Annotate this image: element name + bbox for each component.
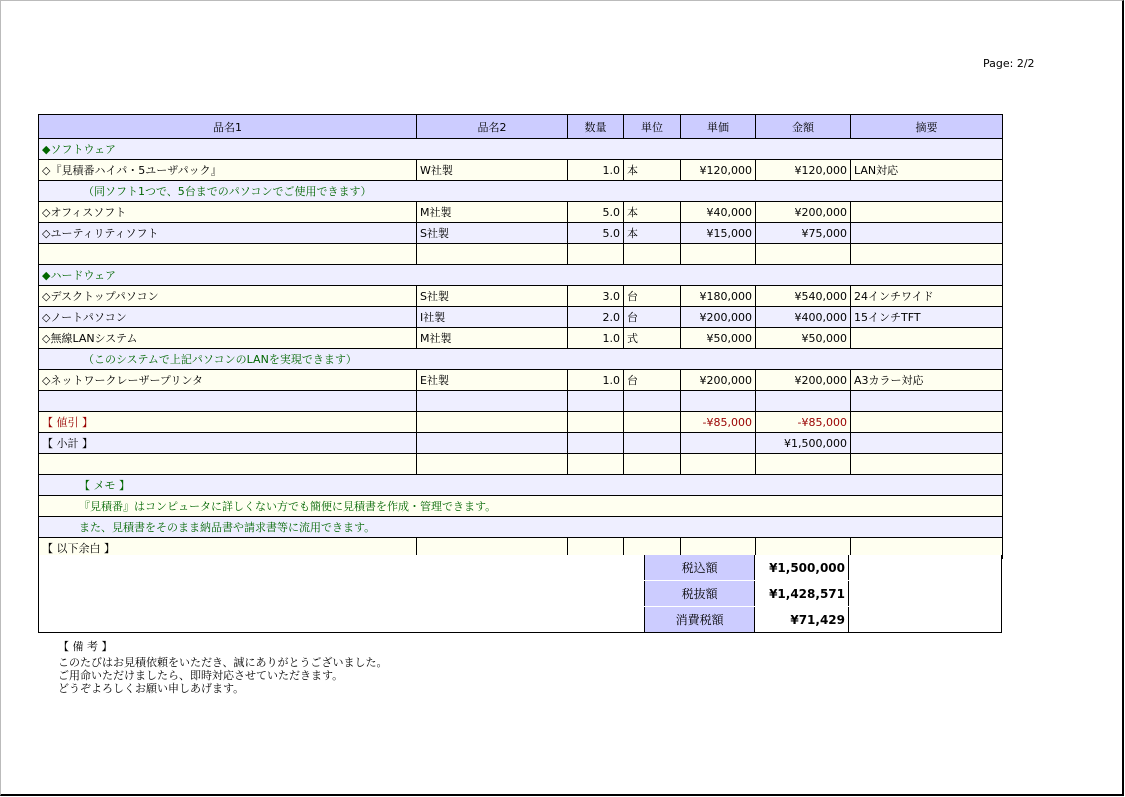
- item-name2: W社製: [417, 160, 568, 181]
- blank-cell: [681, 391, 756, 412]
- blank-row: [39, 244, 1003, 265]
- comment-label: （このシステムで上記パソコンのLANを実現できます）: [39, 349, 1003, 370]
- item-quantity: 2.0: [568, 307, 624, 328]
- comment-row: [39, 349, 1003, 370]
- totals-box: [38, 555, 1002, 633]
- item-name1: ◇ユーティリティソフト: [39, 223, 417, 244]
- table-row: [39, 433, 1003, 454]
- item-unit-price: ¥40,000: [681, 202, 756, 223]
- section-row: [39, 139, 1003, 160]
- blank-row: [39, 391, 1003, 412]
- item-name2: E社製: [417, 370, 568, 391]
- estimate-table: [38, 114, 1003, 559]
- item-note: 15インチTFT: [851, 307, 1003, 328]
- blank-cell: [851, 454, 1003, 475]
- table-row: [39, 160, 1003, 181]
- remarks: [43, 640, 388, 695]
- table-row: [39, 412, 1003, 433]
- blank-cell: [417, 391, 568, 412]
- blank-cell: [851, 244, 1003, 265]
- total-value: ¥71,429: [755, 607, 849, 632]
- item-quantity: 3.0: [568, 286, 624, 307]
- item-quantity: [568, 433, 624, 454]
- item-name2: S社製: [417, 286, 568, 307]
- item-unit: [624, 433, 681, 454]
- table-row: [39, 223, 1003, 244]
- item-unit-price: ¥120,000: [681, 160, 756, 181]
- blank-cell: [681, 454, 756, 475]
- item-name1: ◇『見積番ハイパ・5ユーザパック』: [39, 160, 417, 181]
- blank-cell: [39, 244, 417, 265]
- remarks-line: このたびはお見積依頼をいただき、誠にありがとうございました。: [58, 656, 388, 669]
- table-header-row: [39, 115, 1003, 139]
- item-name2: [417, 412, 568, 433]
- item-name1: ◇デスクトップパソコン: [39, 286, 417, 307]
- remarks-line: どうぞよろしくお願い申しあげます。: [58, 682, 245, 695]
- item-amount: -¥85,000: [756, 412, 851, 433]
- blank-cell: [681, 244, 756, 265]
- item-name1: 【 以下余白 】: [39, 538, 417, 559]
- total-label: 消費税額: [644, 607, 755, 632]
- blank-cell: [851, 391, 1003, 412]
- item-unit: 台: [624, 286, 681, 307]
- remarks-line: ご用命いただけましたら、即時対応させていただきます。: [58, 669, 344, 682]
- header-cell: 品名2: [417, 115, 568, 139]
- item-note: A3カラー対応: [851, 370, 1003, 391]
- blank-cell: [624, 391, 681, 412]
- blank-cell: [39, 391, 417, 412]
- section-label: ◆ハードウェア: [39, 265, 1003, 286]
- item-unit: 本: [624, 202, 681, 223]
- item-note: LAN対応: [851, 160, 1003, 181]
- item-amount: ¥75,000: [756, 223, 851, 244]
- item-amount: ¥200,000: [756, 370, 851, 391]
- item-unit-price: ¥50,000: [681, 328, 756, 349]
- item-amount: ¥400,000: [756, 307, 851, 328]
- total-row-tax-included: [644, 555, 849, 580]
- item-name1: ◇ノートパソコン: [39, 307, 417, 328]
- item-quantity: 1.0: [568, 160, 624, 181]
- blank-cell: [568, 244, 624, 265]
- total-value: ¥1,500,000: [755, 555, 849, 580]
- item-name1: ◇無線LANシステム: [39, 328, 417, 349]
- blank-cell: [568, 454, 624, 475]
- item-quantity: 1.0: [568, 328, 624, 349]
- item-name1: ◇オフィスソフト: [39, 202, 417, 223]
- item-amount: ¥120,000: [756, 160, 851, 181]
- item-note: [851, 433, 1003, 454]
- item-unit-price: ¥200,000: [681, 370, 756, 391]
- memo-label: また、見積書をそのまま納品書や請求書等に流用できます。: [39, 517, 1003, 538]
- item-name1: ◇ネットワークレーザープリンタ: [39, 370, 417, 391]
- item-name2: M社製: [417, 328, 568, 349]
- item-unit-price: [681, 433, 756, 454]
- blank-cell: [756, 391, 851, 412]
- item-note: [851, 223, 1003, 244]
- total-row-consumption-tax: [644, 607, 849, 632]
- blank-row: [39, 454, 1003, 475]
- memo-label: 【 メモ 】: [39, 475, 1003, 496]
- header-cell: 数量: [568, 115, 624, 139]
- item-amount: ¥540,000: [756, 286, 851, 307]
- table-row: [39, 286, 1003, 307]
- item-unit: 式: [624, 328, 681, 349]
- remarks-title: 【 備 考 】: [58, 640, 113, 653]
- comment-label: （同ソフト1つで、5台までのパソコンでご使用できます）: [39, 181, 1003, 202]
- item-amount: ¥200,000: [756, 202, 851, 223]
- header-cell: 金額: [756, 115, 851, 139]
- item-unit-price: ¥15,000: [681, 223, 756, 244]
- total-value: ¥1,428,571: [755, 581, 849, 606]
- item-unit: 台: [624, 370, 681, 391]
- item-name2: [417, 433, 568, 454]
- table-row: [39, 370, 1003, 391]
- item-note: [851, 412, 1003, 433]
- header-cell: 摘要: [851, 115, 1003, 139]
- item-name2: M社製: [417, 202, 568, 223]
- blank-cell: [756, 244, 851, 265]
- item-note: [851, 202, 1003, 223]
- item-name2: I社製: [417, 307, 568, 328]
- item-unit-price: ¥180,000: [681, 286, 756, 307]
- total-label: 税抜額: [644, 581, 755, 606]
- item-unit: 本: [624, 160, 681, 181]
- blank-cell: [756, 454, 851, 475]
- item-quantity: 5.0: [568, 223, 624, 244]
- item-note: [851, 328, 1003, 349]
- blank-cell: [568, 391, 624, 412]
- item-amount: ¥1,500,000: [756, 433, 851, 454]
- blank-cell: [417, 454, 568, 475]
- blank-cell: [624, 244, 681, 265]
- item-amount: ¥50,000: [756, 328, 851, 349]
- memo-row: [39, 517, 1003, 538]
- item-name1: 【 値引 】: [39, 412, 417, 433]
- item-unit: 本: [624, 223, 681, 244]
- section-label: ◆ソフトウェア: [39, 139, 1003, 160]
- item-name1: 【 小計 】: [39, 433, 417, 454]
- page-number: Page: 2/2: [983, 57, 1035, 70]
- item-unit-price: -¥85,000: [681, 412, 756, 433]
- header-cell: 単位: [624, 115, 681, 139]
- item-unit: 台: [624, 307, 681, 328]
- memo-row: [39, 475, 1003, 496]
- item-unit: [624, 412, 681, 433]
- header-cell: 品名1: [39, 115, 417, 139]
- total-label: 税込額: [644, 555, 755, 580]
- comment-row: [39, 181, 1003, 202]
- item-quantity: 5.0: [568, 202, 624, 223]
- item-unit-price: ¥200,000: [681, 307, 756, 328]
- blank-cell: [417, 244, 568, 265]
- table-row: [39, 202, 1003, 223]
- table-row: [39, 307, 1003, 328]
- item-note: 24インチワイド: [851, 286, 1003, 307]
- item-quantity: [568, 412, 624, 433]
- blank-cell: [624, 454, 681, 475]
- section-row: [39, 265, 1003, 286]
- item-quantity: 1.0: [568, 370, 624, 391]
- memo-label: 『見積番』はコンピュータに詳しくない方でも簡便に見積書を作成・管理できます。: [39, 496, 1003, 517]
- table-row: [39, 328, 1003, 349]
- total-row-tax-excluded: [644, 581, 849, 606]
- header-cell: 単価: [681, 115, 756, 139]
- memo-row: [39, 496, 1003, 517]
- item-name2: S社製: [417, 223, 568, 244]
- blank-cell: [39, 454, 417, 475]
